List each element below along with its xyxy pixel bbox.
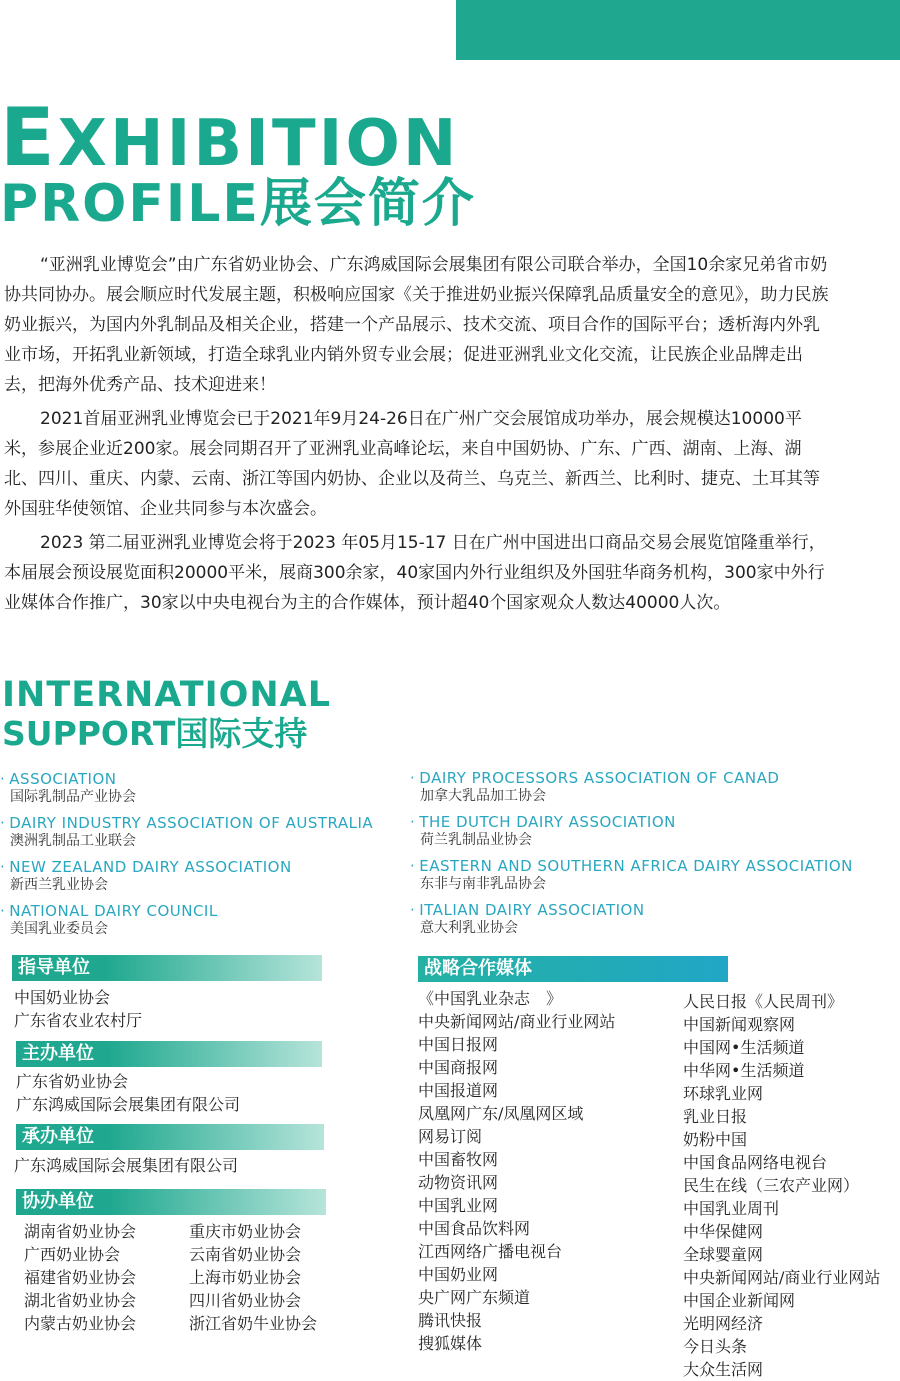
media-item: 中央新闻网站/商业行业网站: [418, 1012, 616, 1031]
co-organizer-item: 福建省奶业协会: [24, 1268, 137, 1287]
media-list-1: [418, 987, 615, 1355]
media-item: 网易订阅: [418, 1127, 483, 1146]
media-item: 人民日报《人民周刊》: [683, 992, 844, 1011]
organizer-unit-tag: 承办单位: [16, 1124, 324, 1150]
media-item: 腾讯快报: [418, 1311, 483, 1330]
media-item: 环球乳业网: [683, 1084, 764, 1103]
intro-text: [4, 250, 832, 622]
media-item: 江西网络广播电视台: [418, 1242, 563, 1261]
media-item: 中国报道网: [418, 1081, 499, 1100]
co-organizer-item: 广西奶业协会: [24, 1245, 121, 1264]
media-item: 凤凰网广东/凤凰网区域: [418, 1104, 584, 1123]
media-item: 中国畜牧网: [418, 1150, 499, 1169]
association-name-cn: 新西兰乳业协会: [10, 877, 108, 893]
media-item: 大众生活网: [683, 1360, 764, 1379]
media-item: 中国新闻观察网: [683, 1015, 796, 1034]
media-list-2: [683, 990, 880, 1381]
association-name-en: · DAIRY PROCESSORS ASSOCIATION OF CANAD: [410, 769, 853, 787]
intro-paragraph-2: 2021首届亚洲乳业博览会已于2021年9月24-26日在广州广交会展馆成功举办，展会规模达10000平米，参展企业近200家。展会同期召开了亚洲乳业高峰论坛，来自中国奶协、广东、广西、湖南、上海、湖北、四川、重庆、内蒙、云南、浙江等国内奶协、企业以及荷兰、乌克兰、新西兰、比利时、捷克、土耳其等外国驻华使领馆、企业共同参与本次盛会。: [4, 409, 820, 519]
co-organizer-item: 四川省奶业协会: [189, 1291, 302, 1310]
association-list-right: [410, 769, 853, 945]
co-organizer-item: 浙江省奶牛业协会: [189, 1314, 318, 1333]
guidance-unit-list: [14, 986, 142, 1032]
co-organizer-item: 上海市奶业协会: [189, 1268, 302, 1287]
media-item: 央广网广东频道: [418, 1288, 531, 1307]
media-item: 中央新闻网站/商业行业网站: [683, 1268, 881, 1287]
association-name-cn: 加拿大乳品加工协会: [420, 788, 546, 804]
association-name-en: · ITALIAN DAIRY ASSOCIATION: [410, 901, 853, 919]
media-item: 中国食品饮料网: [418, 1219, 531, 1238]
association-item: [410, 857, 853, 893]
association-name-cn: 澳洲乳制品工业联会: [10, 833, 136, 849]
media-item: 乳业日报: [683, 1107, 748, 1126]
title-exhibition: EXHIBITION: [0, 91, 460, 184]
media-item: 中国乳业网: [418, 1196, 499, 1215]
association-name-cn: 荷兰乳制品业协会: [420, 832, 532, 848]
association-name-cn: 意大利乳业协会: [420, 920, 518, 936]
association-name-en: · ASSOCIATION: [0, 770, 373, 788]
association-name-en: · NATIONAL DAIRY COUNCIL: [0, 902, 373, 920]
organizer-unit-item: 广东鸿威国际会展集团有限公司: [14, 1156, 239, 1175]
association-item: [410, 901, 853, 937]
media-item: 奶粉中国: [683, 1130, 748, 1149]
host-unit-item: 广东鸿威国际会展集团有限公司: [16, 1095, 241, 1114]
co-organizer-list-1: [24, 1220, 136, 1335]
association-name-en: · NEW ZEALAND DAIRY ASSOCIATION: [0, 858, 373, 876]
association-name-cn: 国际乳制品产业协会: [10, 789, 136, 805]
intro-paragraph-3: 2023 第二届亚洲乳业博览会将于2023 年05月15-17 日在广州中国进出口商品交易会展览馆隆重举行，本届展会预设展览面积20000平米，展商300余家，40家国内外行业组织及外国驻华商务机构，300家中外行业媒体合作推广，30家以中央电视台为主的合作媒体，预计超40个国家观众人数达40000人次。: [4, 533, 826, 613]
guidance-unit-tag: 指导单位: [12, 955, 322, 981]
media-item: 全球婴童网: [683, 1245, 764, 1264]
association-item: [0, 770, 373, 806]
media-partner-tag: 战略合作媒体: [418, 956, 728, 982]
co-organizer-item: 湖南省奶业协会: [24, 1222, 137, 1241]
association-name-en: · EASTERN AND SOUTHERN AFRICA DAIRY ASSOCIATION: [410, 857, 853, 875]
media-item: 民生在线（三农产业网）: [683, 1176, 860, 1195]
media-item: 中国企业新闻网: [683, 1291, 796, 1310]
media-item: 今日头条: [683, 1337, 748, 1356]
co-organizer-item: 湖北省奶业协会: [24, 1291, 137, 1310]
media-item: 中国乳业周刊: [683, 1199, 780, 1218]
media-item: 中国日报网: [418, 1035, 499, 1054]
association-name-en: · DAIRY INDUSTRY ASSOCIATION OF AUSTRALIA: [0, 814, 373, 832]
co-organizer-item: 重庆市奶业协会: [189, 1222, 302, 1241]
media-item: 光明网经济: [683, 1314, 764, 1333]
media-item: 动物资讯网: [418, 1173, 499, 1192]
association-list-left: [0, 770, 373, 946]
guidance-unit-item: 中国奶业协会: [14, 988, 111, 1007]
media-item: 中华保健网: [683, 1222, 764, 1241]
host-unit-list: [16, 1070, 240, 1116]
co-organizer-list-2: [189, 1220, 317, 1335]
intro-paragraph-1: “亚洲乳业博览会”由广东省奶业协会、广东鸿威国际会展集团有限公司联合举办，全国10余家兄弟省市奶协共同协办。展会顺应时代发展主题，积极响应国家《关于推进奶业振兴保障乳品质量安全的意见》，助力民族奶业振兴，为国内外乳制品及相关企业，搭建一个产品展示、技术交流、项目合作的国际平台；透析海内外乳业市场，开拓乳业新领域，打造全球乳业内销外贸专业会展；促进亚洲乳业文化交流，让民族企业品牌走出去，把海外优秀产品、技术迎进来！: [4, 255, 829, 395]
co-organizer-item: 云南省奶业协会: [189, 1245, 302, 1264]
media-item: 中国网•生活频道: [683, 1038, 805, 1057]
association-item: [0, 814, 373, 850]
media-item: 搜狐媒体: [418, 1334, 483, 1353]
guidance-unit-item: 广东省农业农村厅: [14, 1011, 143, 1030]
co-organizer-unit-tag: 协办单位: [16, 1189, 326, 1215]
organizer-unit-list: [14, 1154, 238, 1177]
association-item: [410, 813, 853, 849]
association-name-cn: 美国乳业委员会: [10, 921, 108, 937]
international-support-heading: INTERNATIONAL SUPPORT国际支持: [2, 675, 332, 753]
association-item: [0, 858, 373, 894]
media-item: 中国奶业网: [418, 1265, 499, 1284]
association-name-en: · THE DUTCH DAIRY ASSOCIATION: [410, 813, 853, 831]
media-item: 中国商报网: [418, 1058, 499, 1077]
media-item: 中国食品网络电视台: [683, 1153, 828, 1172]
header-accent-bar: [456, 0, 900, 60]
association-item: [0, 902, 373, 938]
association-item: [410, 769, 853, 805]
media-item: 《中国乳业杂志 》: [418, 989, 563, 1008]
association-name-cn: 东非与南非乳品协会: [420, 876, 546, 892]
host-unit-tag: 主办单位: [16, 1041, 322, 1067]
host-unit-item: 广东省奶业协会: [16, 1072, 129, 1091]
title-profile: PROFILE展会简介: [0, 174, 476, 234]
media-item: 中华网•生活频道: [683, 1061, 805, 1080]
co-organizer-item: 内蒙古奶业协会: [24, 1314, 137, 1333]
